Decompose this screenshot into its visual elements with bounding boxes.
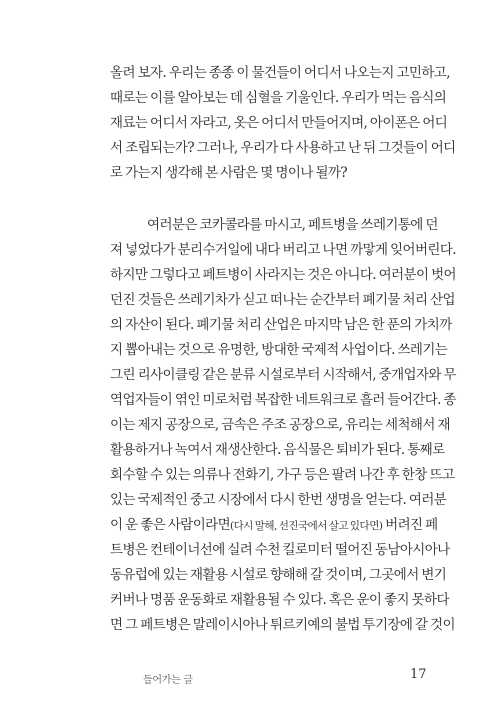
text-line: 의 자산이 된다. 폐기물 처리 산업은 마지막 남은 한 푼의 가치까 (110, 317, 452, 333)
text-line: 역업자들이 엮인 미로처럼 복잡한 네트워크로 흘러 들어간다. 종 (110, 392, 456, 408)
text-line: 있는 국제적인 중고 시장에서 다시 한번 생명을 얻는다. 여러분 (110, 492, 447, 508)
text-line: 커버나 명품 운동화로 재활용될 수 있다. 혹은 운이 좋지 못하다 (110, 592, 449, 608)
text-line: 지 뽑아내는 것으로 유명한, 방대한 국제적 사업이다. 쓰레기는 (110, 342, 448, 358)
text-line: 올려 보자. 우리는 종종 이 물건들이 어디서 나오는지 고민하고, (110, 65, 450, 81)
running-title: 들어가는 글 (143, 675, 193, 686)
text-line: 하지만 그렇다고 페트병이 사라지는 것은 아니다. 여러분이 벗어 (110, 267, 456, 283)
page-number: 17 (410, 667, 427, 682)
text-segment: 이 운 좋은 사람이라면 (110, 517, 231, 533)
text-line: 활용하거나 녹여서 재생산한다. 음식물은 퇴비가 된다. 통째로 (110, 442, 445, 458)
text-line: 회수할 수 있는 의류나 전화기, 가구 등은 팔려 나간 후 한창 뜨고 (110, 467, 455, 483)
text-line: 때로는 이를 알아보는 데 심혈을 기울인다. 우리가 먹는 음식의 (110, 90, 447, 106)
text-line: 동유럽에 있는 재활용 시설로 향해해 갈 것이며, 그곳에서 변기 (110, 567, 447, 583)
paragraph-first-line: 여러분은 코카콜라를 마시고, 페트병을 쓰레기통에 던 (147, 217, 438, 233)
text-line: 던진 것들은 쓰레기차가 싣고 떠나는 순간부터 폐기물 처리 산업 (110, 292, 455, 308)
text-segment: 버려진 페 (382, 517, 438, 533)
text-line: 로 가는지 생각해 본 사람은 몇 명이나 될까? (110, 165, 347, 181)
text-line: 져 넣었다가 분리수거일에 내다 버리고 나면 까맣게 잊어버린다. (110, 242, 456, 258)
text-line: 재료는 어디서 자라고, 옷은 어디서 만들어지며, 아이폰은 어디 (110, 115, 448, 131)
text-line: 트병은 컨테이너선에 실려 수천 킬로미터 떨어진 동남아시아나 (110, 542, 450, 558)
text-line: 서 조립되는가? 그러나, 우리가 다 사용하고 난 뒤 그것들이 어디 (110, 140, 456, 156)
text-line: 이는 제지 공장으로, 금속은 주조 공장으로, 유리는 세척해서 재 (110, 417, 450, 433)
text-line-with-aside (110, 514, 438, 536)
parenthetical-aside: (다시 말해, 선진국에서 살고 있다면) (230, 520, 383, 532)
text-line: 면 그 페트병은 말레이시아나 튀르키예의 불법 투기장에 갈 것이 (110, 617, 455, 633)
text-line: 그린 리사이클링 같은 분류 시설로부터 시작해서, 중개업자와 무 (110, 367, 456, 383)
